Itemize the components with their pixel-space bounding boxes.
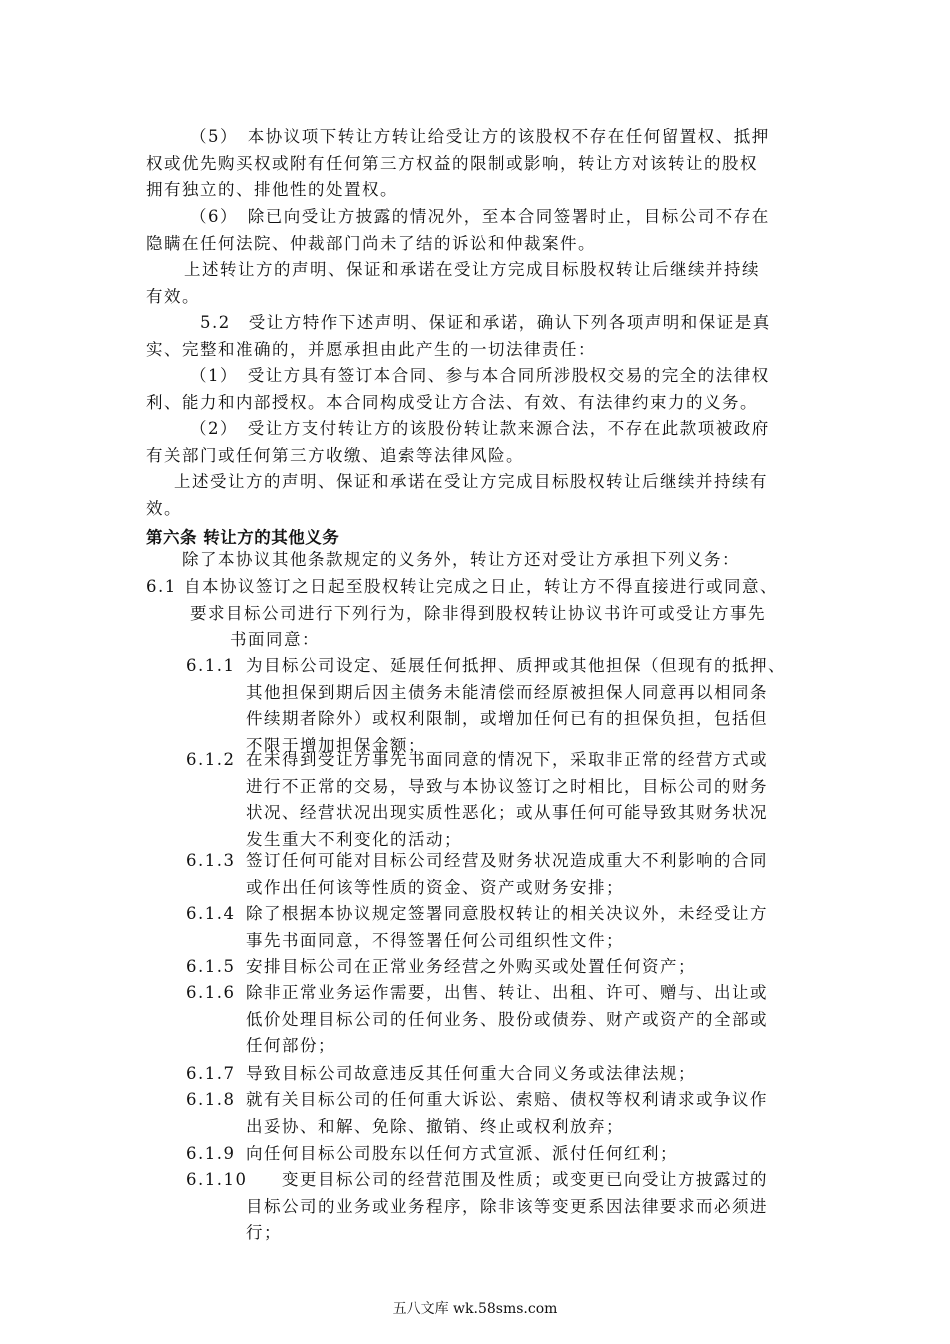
text-line: （5） 本协议项下转让方转让给受让方的该股权不存在任何留置权、抵押 bbox=[190, 127, 770, 146]
text-line: 变更目标公司的经营范围及性质；或变更已向受让方披露过的 bbox=[246, 1170, 768, 1189]
text-line: （2） 受让方支付转让方的该股份转让款来源合法，不存在此款项被政府 bbox=[190, 419, 770, 438]
text-line: 其他担保到期后因主债务未能清偿而经原被担保人同意再以相同条 bbox=[246, 682, 768, 702]
subclause-number: 6.1.5 bbox=[186, 957, 236, 976]
subclause-item bbox=[186, 1061, 826, 1088]
text-line: 行； bbox=[246, 1223, 282, 1243]
section-heading: 第六条 转让方的其他义务 bbox=[146, 528, 340, 547]
subclause-number: 6.1.2 bbox=[186, 750, 236, 769]
text-line: 安排目标公司在正常业务经营之外购买或处置任何资产； bbox=[246, 957, 696, 976]
text-line: 上述转让方的声明、保证和承诺在受让方完成目标股权转让后继续并持续 bbox=[184, 260, 760, 279]
subclause-number: 6.1.8 bbox=[186, 1090, 236, 1109]
subclause-item bbox=[186, 1087, 826, 1140]
text-line: 导致目标公司故意违反其任何重大合同义务或法律法规； bbox=[246, 1064, 696, 1083]
text-line: 上述受让方的声明、保证和承诺在受让方完成目标股权转让后继续并持续有 bbox=[174, 472, 768, 491]
clause-5-2 bbox=[146, 310, 846, 363]
text-line: 件续期者除外）或权利限制，或增加任何已有的担保负担，包括但 bbox=[246, 709, 768, 729]
text-line: 实、完整和准确的，并愿承担由此产生的一切法律责任： bbox=[146, 339, 596, 359]
text-line: 或作出任何该等性质的资金、资产或财务安排； bbox=[246, 877, 624, 897]
text-line: 拥有独立的、排他性的处置权。 bbox=[146, 180, 398, 200]
transferor-summary bbox=[146, 257, 846, 310]
subclause-item bbox=[186, 653, 826, 759]
subclause-number: 6.1.4 bbox=[186, 904, 236, 923]
clause-5-2-1 bbox=[146, 363, 846, 416]
text-line: 效。 bbox=[146, 498, 182, 518]
subclause-number: 6.1.3 bbox=[186, 851, 236, 870]
text-line: 5.2 受让方特作下述声明、保证和承诺，确认下列各项声明和保证是真 bbox=[200, 313, 771, 332]
text-line: 签订任何可能对目标公司经营及财务状况造成重大不利影响的合同 bbox=[246, 851, 768, 870]
section-intro bbox=[182, 547, 862, 574]
subclause-number: 6.1.9 bbox=[186, 1144, 236, 1163]
text-line: 除了本协议其他条款规定的义务外，转让方还对受让方承担下列义务： bbox=[182, 550, 740, 569]
text-line: 出妥协、和解、免除、撤销、终止或权利放弃； bbox=[246, 1116, 624, 1136]
text-line: 自本协议签订之日起至股权转让完成之日止，转让方不得直接进行或同意、 bbox=[184, 577, 778, 596]
transferee-summary bbox=[146, 469, 846, 522]
clause-5-1-5 bbox=[146, 124, 846, 204]
text-line: 要求目标公司进行下列行为，除非得到股权转让协议书许可或受让方事先 bbox=[190, 603, 766, 623]
text-line: 低价处理目标公司的任何业务、股份或债券、财产或资产的全部或 bbox=[246, 1009, 768, 1029]
text-line: 书面同意： bbox=[230, 630, 320, 650]
subclause-item bbox=[186, 747, 826, 853]
subclause-item bbox=[186, 954, 826, 981]
text-line: 向任何目标公司股东以任何方式宣派、派付任何红利； bbox=[246, 1144, 678, 1163]
clause-5-1-6 bbox=[146, 204, 846, 257]
text-line: 在未得到受让方事先书面同意的情况下，采取非正常的经营方式或 bbox=[246, 750, 768, 769]
text-line: 不限于增加担保金额； bbox=[246, 735, 426, 755]
subclause-number: 6.1.10 bbox=[186, 1170, 248, 1189]
clause-5-2-2 bbox=[146, 416, 846, 469]
text-line: 权或优先购买权或附有任何第三方权益的限制或影响，转让方对该转让的股权 bbox=[146, 153, 758, 173]
subclause-number: 6.1.7 bbox=[186, 1064, 236, 1083]
text-line: 利、能力和内部授权。本合同构成受让方合法、有效、有法律约束力的义务。 bbox=[146, 392, 758, 412]
text-line: 进行不正常的交易，导致与本协议签订之时相比，目标公司的财务 bbox=[246, 776, 768, 796]
subclause-number: 6.1.1 bbox=[186, 656, 236, 675]
text-line: 有关部门或任何第三方收缴、追索等法律风险。 bbox=[146, 445, 524, 465]
text-line: 目标公司的业务或业务程序，除非该等变更系因法律要求而必须进 bbox=[246, 1196, 768, 1216]
text-line: 发生重大不利变化的活动； bbox=[246, 829, 462, 849]
subclause-item bbox=[186, 848, 826, 901]
subclause-item bbox=[186, 1167, 826, 1247]
text-line: 隐瞒在任何法院、仲裁部门尚未了结的诉讼和仲裁案件。 bbox=[146, 233, 596, 253]
text-line: 为目标公司设定、延展任何抵押、质押或其他担保（但现有的抵押、 bbox=[246, 656, 786, 675]
subclause-number: 6.1.6 bbox=[186, 983, 236, 1002]
text-line: 就有关目标公司的任何重大诉讼、索赔、债权等权利请求或争议作 bbox=[246, 1090, 768, 1109]
text-line: 有效。 bbox=[146, 286, 200, 306]
clause-number: 6.1 bbox=[146, 577, 177, 596]
text-line: （1） 受让方具有签订本合同、参与本合同所涉股权交易的完全的法律权 bbox=[190, 366, 770, 385]
subclause-item bbox=[186, 980, 826, 1060]
text-line: （6） 除已向受让方披露的情况外，至本合同签署时止，目标公司不存在 bbox=[190, 207, 770, 226]
text-line: 任何部份； bbox=[246, 1036, 336, 1056]
footer-watermark: 五八文库 wk.58sms.com bbox=[392, 1301, 558, 1317]
clause-6-1 bbox=[146, 574, 866, 654]
text-line: 状况、经营状况出现实质性恶化；或从事任何可能导致其财务状况 bbox=[246, 803, 768, 823]
text-line: 事先书面同意，不得签署任何公司组织性文件； bbox=[246, 930, 624, 950]
subclause-item bbox=[186, 901, 826, 954]
text-line: 除了根据本协议规定签署同意股权转让的相关决议外，未经受让方 bbox=[246, 904, 768, 923]
text-line: 除非正常业务运作需要，出售、转让、出租、许可、赠与、出让或 bbox=[246, 983, 768, 1002]
subclause-item bbox=[186, 1141, 826, 1168]
